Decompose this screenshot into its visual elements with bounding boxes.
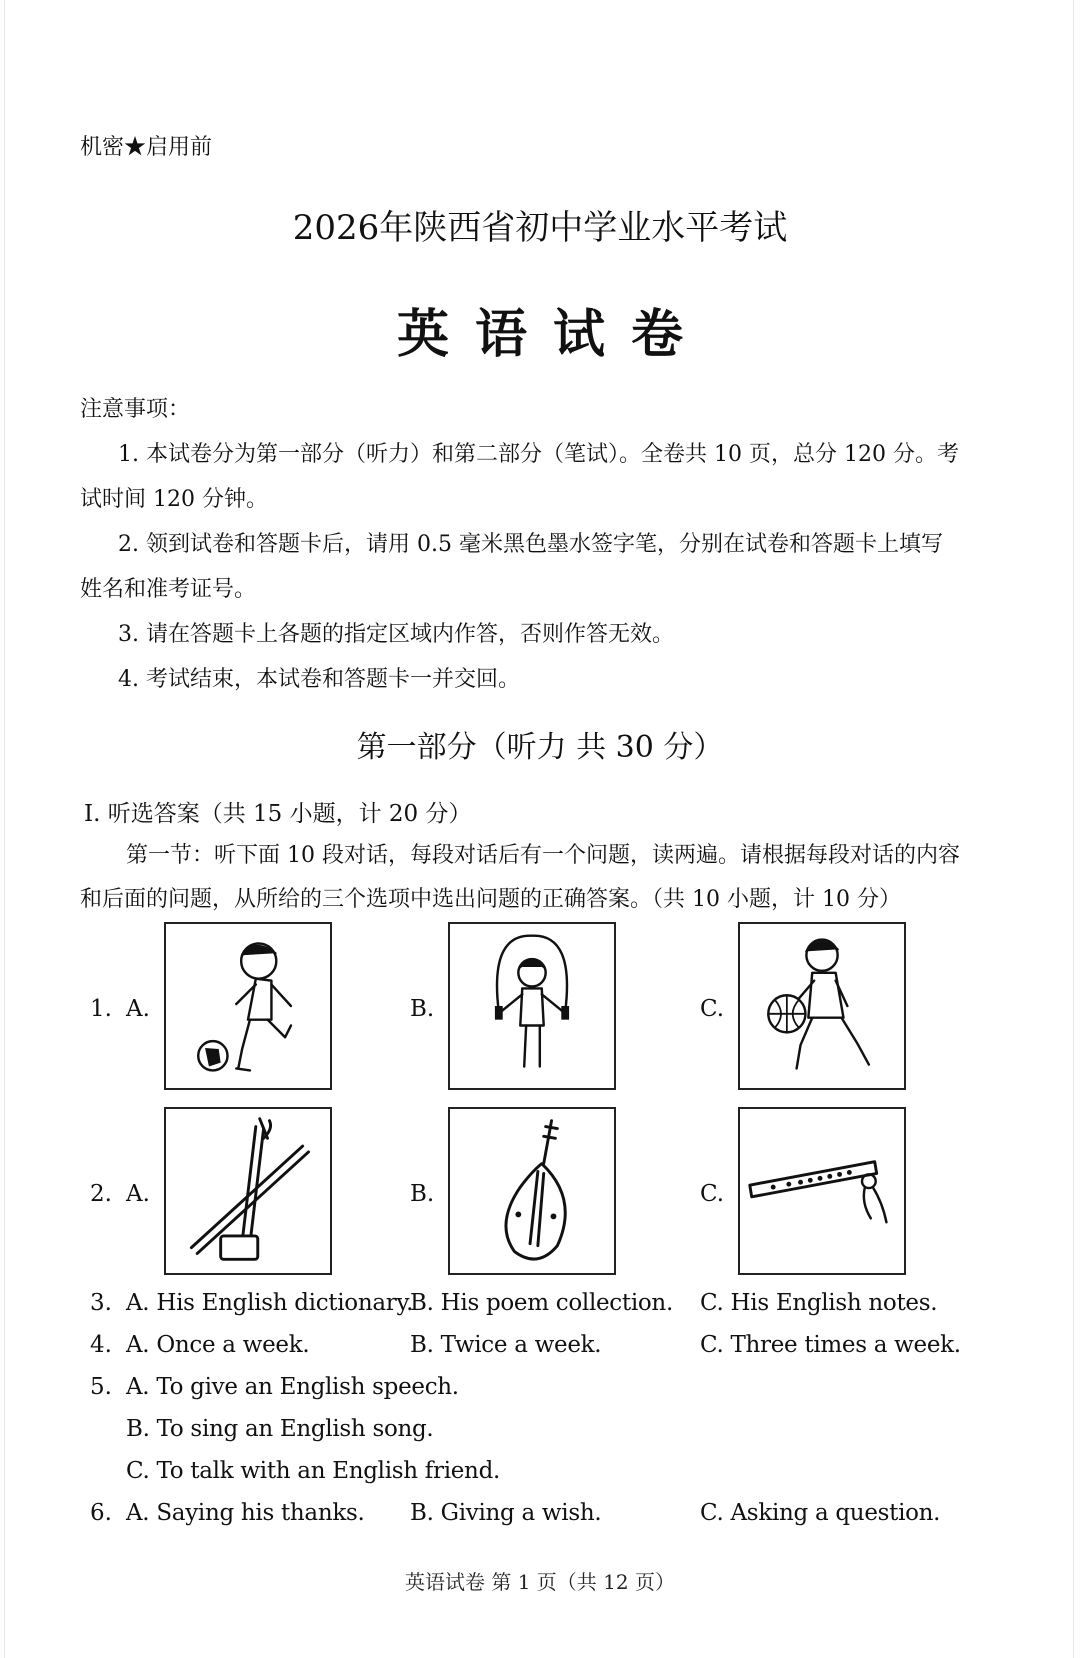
boy-jumping-rope-icon	[450, 924, 614, 1088]
question-4-option-a[interactable]: A. Once a week.	[126, 1332, 310, 1358]
bamboo-flute-icon	[740, 1109, 904, 1273]
note-1-line-1: 1. 本试卷分为第一部分（听力）和第二部分（笔试）。全卷共 10 页，总分 120 分。考	[118, 442, 959, 467]
note-2-line-2: 姓名和准考证号。	[80, 577, 257, 602]
boy-playing-basketball-icon	[740, 924, 904, 1088]
note-1-line-2: 试时间 120 分钟。	[80, 487, 268, 512]
subject-title: 英语试卷	[396, 304, 709, 365]
question-3-option-b[interactable]: B. His poem collection.	[410, 1290, 673, 1316]
section-heading: Ⅰ. 听选答案（共 15 小题，计 20 分）	[84, 801, 472, 827]
note-3: 3. 请在答题卡上各题的指定区域内作答，否则作答无效。	[118, 622, 674, 647]
question-6-number: 6.	[90, 1500, 112, 1526]
question-1-option-c-picture[interactable]	[738, 922, 906, 1090]
question-1-option-a-label: A.	[126, 996, 150, 1022]
note-4: 4. 考试结束，本试卷和答题卡一并交回。	[118, 667, 520, 692]
question-2-option-c-label: C.	[700, 1181, 725, 1207]
pipa-icon	[450, 1109, 614, 1273]
question-2-option-b-picture[interactable]	[448, 1107, 616, 1275]
note-2-line-1: 2. 领到试卷和答题卡后，请用 0.5 毫米黑色墨水签字笔，分别在试卷和答题卡上填写	[118, 532, 943, 557]
question-6-option-c[interactable]: C. Asking a question.	[700, 1500, 941, 1526]
boy-kicking-football-icon	[166, 924, 330, 1088]
question-2-number: 2.	[90, 1181, 112, 1207]
question-1-option-b-picture[interactable]	[448, 922, 616, 1090]
question-2-option-a-picture[interactable]	[164, 1107, 332, 1275]
section-intro-line-2: 和后面的问题，从所给的三个选项中选出问题的正确答案。（共 10 小题，计 10 分）	[80, 887, 901, 912]
question-4-option-c[interactable]: C. Three times a week.	[700, 1332, 961, 1358]
question-2-option-a-label: A.	[126, 1181, 150, 1207]
confidential-mark: 机密★启用前	[80, 135, 213, 160]
notes-heading: 注意事项：	[80, 397, 191, 422]
question-3-option-c[interactable]: C. His English notes.	[700, 1290, 938, 1316]
section-intro-line-1: 第一节：听下面 10 段对话，每段对话后有一个问题，读两遍。请根据每段对话的内容	[126, 843, 960, 868]
question-1-number: 1.	[90, 996, 112, 1022]
question-1-option-c-label: C.	[700, 996, 725, 1022]
question-3-number: 3.	[90, 1290, 112, 1316]
question-5-option-c[interactable]: C. To talk with an English friend.	[126, 1458, 501, 1484]
question-1-option-a-picture[interactable]	[164, 922, 332, 1090]
question-5-option-b[interactable]: B. To sing an English song.	[126, 1416, 434, 1442]
question-5-option-a[interactable]: A. To give an English speech.	[126, 1374, 459, 1400]
question-5-number: 5.	[90, 1374, 112, 1400]
question-2-option-b-label: B.	[410, 1181, 435, 1207]
question-2-option-c-picture[interactable]	[738, 1107, 906, 1275]
erhu-icon	[166, 1109, 330, 1273]
question-3-option-a[interactable]: A. His English dictionary.	[126, 1290, 414, 1316]
page-footer: 英语试卷 第 1 页（共 12 页）	[405, 1570, 675, 1594]
question-6-option-a[interactable]: A. Saying his thanks.	[126, 1500, 365, 1526]
question-4-number: 4.	[90, 1332, 112, 1358]
part-one-title: 第一部分（听力 共 30 分）	[356, 730, 724, 765]
question-1-option-b-label: B.	[410, 996, 435, 1022]
exam-title: 2026年陕西省初中学业水平考试	[292, 208, 788, 248]
question-4-option-b[interactable]: B. Twice a week.	[410, 1332, 602, 1358]
question-6-option-b[interactable]: B. Giving a wish.	[410, 1500, 602, 1526]
